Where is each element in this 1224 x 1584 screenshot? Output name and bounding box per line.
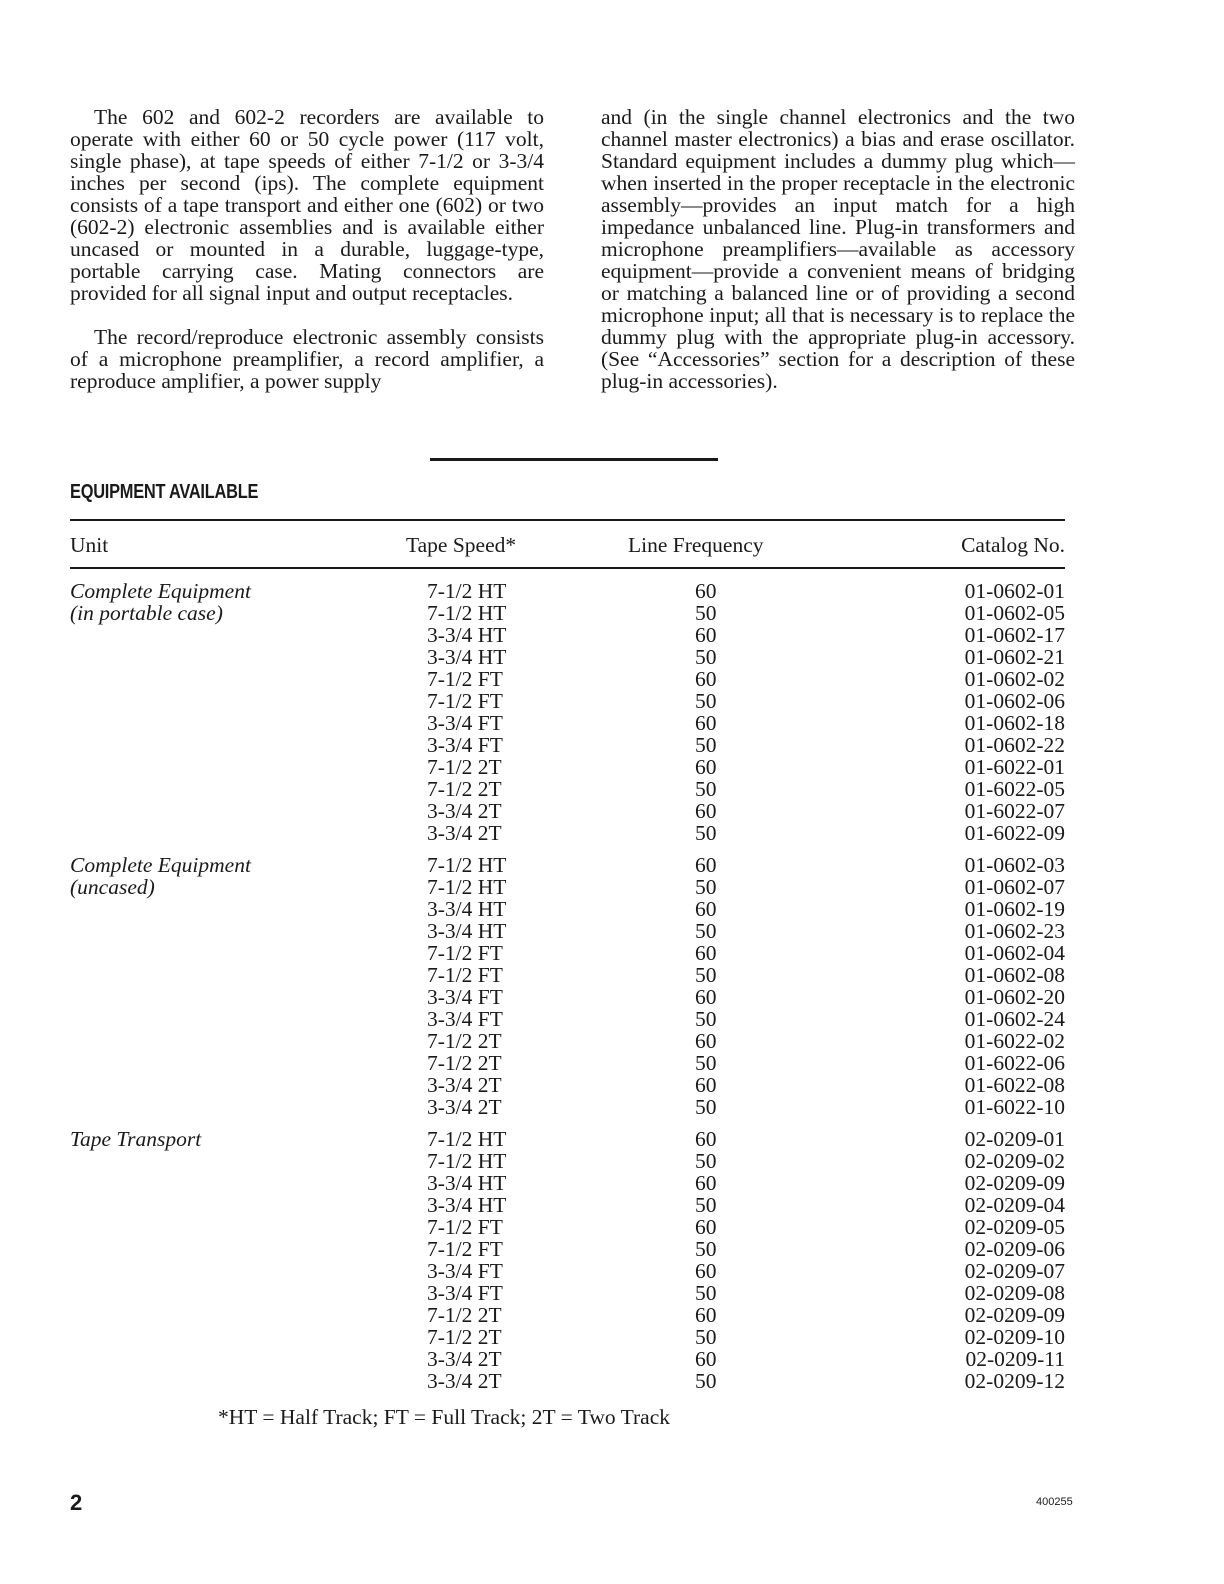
table-row <box>70 1326 1065 1348</box>
catalog-no-cell: 01-0602-23 <box>964 919 1065 943</box>
table-header-rule <box>70 567 1065 569</box>
intro-paragraph: The record/reproduce electronic assembly consists of a microphone preamplifier, a record amplifier, a reproduce amplifier, a power supply <box>70 325 544 393</box>
tape-speed-cell: 7-1/2 2T <box>427 1303 502 1327</box>
line-frequency-cell: 50 <box>695 689 717 713</box>
catalog-no-cell: 02-0209-12 <box>964 1369 1065 1393</box>
line-frequency-cell: 50 <box>695 601 717 625</box>
line-frequency-cell: 60 <box>695 985 717 1009</box>
tape-speed-cell: 3-3/4 FT <box>427 1007 503 1031</box>
table-row <box>70 778 1065 800</box>
header-catalog-no: Catalog No. <box>961 533 1065 557</box>
tape-speed-cell: 7-1/2 FT <box>427 941 503 965</box>
tape-speed-cell: 7-1/2 2T <box>427 1051 502 1075</box>
line-frequency-cell: 60 <box>695 1347 717 1371</box>
table-row <box>70 1008 1065 1030</box>
catalog-no-cell: 01-0602-05 <box>964 601 1065 625</box>
line-frequency-cell: 60 <box>695 1303 717 1327</box>
catalog-no-cell: 02-0209-11 <box>965 1347 1065 1371</box>
tape-speed-cell: 3-3/4 HT <box>427 623 507 647</box>
catalog-no-cell: 02-0209-05 <box>964 1215 1065 1239</box>
table-row <box>70 1282 1065 1304</box>
table-row <box>70 668 1065 690</box>
catalog-no-cell: 01-0602-02 <box>964 667 1065 691</box>
tape-speed-cell: 7-1/2 2T <box>427 1029 502 1053</box>
line-frequency-cell: 60 <box>695 1171 717 1195</box>
page-number: 2 <box>70 1490 83 1515</box>
tape-speed-cell: 7-1/2 HT <box>427 1127 507 1151</box>
catalog-no-cell: 01-0602-24 <box>964 1007 1065 1031</box>
table-row <box>70 1074 1065 1096</box>
table-row <box>70 1304 1065 1326</box>
tape-speed-cell: 3-3/4 2T <box>427 799 502 823</box>
table-row <box>70 876 1065 898</box>
unit-label-line: Tape Transport <box>70 1127 202 1151</box>
table-row <box>70 898 1065 920</box>
line-frequency-cell: 60 <box>695 755 717 779</box>
line-frequency-cell: 50 <box>695 919 717 943</box>
table-row <box>70 822 1065 844</box>
table-group-uncased <box>70 854 1065 1118</box>
line-frequency-cell: 60 <box>695 941 717 965</box>
catalog-no-cell: 01-0602-19 <box>964 897 1065 921</box>
table-row <box>70 734 1065 756</box>
line-frequency-cell: 50 <box>695 1051 717 1075</box>
unit-label-line: Complete Equipment <box>70 853 251 877</box>
catalog-no-cell: 01-0602-08 <box>964 963 1065 987</box>
intro-left-column <box>70 106 544 392</box>
tape-speed-cell: 7-1/2 FT <box>427 1237 503 1261</box>
catalog-no-cell: 01-6022-05 <box>964 777 1065 801</box>
catalog-no-cell: 01-0602-04 <box>964 941 1065 965</box>
line-frequency-cell: 60 <box>695 1215 717 1239</box>
unit-label-line: (uncased) <box>70 875 155 899</box>
catalog-no-cell: 02-0209-08 <box>964 1281 1065 1305</box>
line-frequency-cell: 50 <box>695 1281 717 1305</box>
line-frequency-cell: 60 <box>695 711 717 735</box>
table-row <box>70 580 1065 602</box>
catalog-no-cell: 01-0602-03 <box>964 853 1065 877</box>
tape-speed-cell: 3-3/4 FT <box>427 1259 503 1283</box>
tape-speed-cell: 7-1/2 FT <box>427 689 503 713</box>
table-header <box>70 533 1065 559</box>
catalog-no-cell: 01-6022-01 <box>964 755 1065 779</box>
section-title: EQUIPMENT AVAILABLE <box>70 481 259 503</box>
table-row <box>70 1052 1065 1074</box>
catalog-no-cell: 02-0209-06 <box>964 1237 1065 1261</box>
table-row <box>70 1096 1065 1118</box>
intro-right-column <box>601 106 1075 392</box>
catalog-no-cell: 01-0602-17 <box>964 623 1065 647</box>
intro-paragraph: and (in the single channel electronics and the two channel master electronics) a bias and erase oscillator. Standard equipment includes a dummy plug which—when inserted in the proper receptacle in the electronic assembly—provides an input match for a high impedance unbalanced line. Plug-in transformers and microphone preamplifiers—available as accessory equipment—provide a convenient means of bridging or matching a balanced line or of providing a second microphone input; all that is necessary is to replace the dummy plug with the appropriate plug-in accessory. (See “Accessories” section for a description of these plug-in accessories). <box>601 105 1075 393</box>
tape-speed-cell: 7-1/2 2T <box>427 755 502 779</box>
tape-speed-cell: 7-1/2 FT <box>427 1215 503 1239</box>
catalog-no-cell: 02-0209-01 <box>964 1127 1065 1151</box>
line-frequency-cell: 50 <box>695 963 717 987</box>
line-frequency-cell: 60 <box>695 1127 717 1151</box>
table-row <box>70 1030 1065 1052</box>
table-row <box>70 756 1065 778</box>
line-frequency-cell: 50 <box>695 733 717 757</box>
catalog-no-cell: 01-0602-21 <box>964 645 1065 669</box>
catalog-no-cell: 01-0602-18 <box>964 711 1065 735</box>
catalog-no-cell: 02-0209-07 <box>964 1259 1065 1283</box>
line-frequency-cell: 50 <box>695 1369 717 1393</box>
tape-speed-cell: 7-1/2 2T <box>427 777 502 801</box>
tape-speed-cell: 7-1/2 HT <box>427 875 507 899</box>
table-row <box>70 942 1065 964</box>
table-row <box>70 690 1065 712</box>
line-frequency-cell: 50 <box>695 1193 717 1217</box>
tape-speed-cell: 3-3/4 FT <box>427 985 503 1009</box>
table-group-tape-transport <box>70 1128 1065 1392</box>
section-divider <box>430 458 718 461</box>
tape-speed-cell: 3-3/4 2T <box>427 1369 502 1393</box>
table-row <box>70 1172 1065 1194</box>
catalog-no-cell: 02-0209-09 <box>964 1303 1065 1327</box>
table-group-portable <box>70 580 1065 844</box>
intro-paragraph: The 602 and 602-2 recorders are available to operate with either 60 or 50 cycle power (117 volt, single phase), at tape speeds of either 7-1/2 or 3-3/4 inches per second (ips). The complete equipment consists of a tape transport and either one (602) or two (602-2) electronic assemblies and is available either uncased or mounted in a durable, luggage-type, portable carrying case. Mating connectors are provided for all signal input and output receptacles. <box>70 105 544 305</box>
line-frequency-cell: 60 <box>695 1259 717 1283</box>
tape-speed-cell: 3-3/4 HT <box>427 919 507 943</box>
line-frequency-cell: 60 <box>695 1073 717 1097</box>
line-frequency-cell: 60 <box>695 1029 717 1053</box>
line-frequency-cell: 50 <box>695 1325 717 1349</box>
table-row <box>70 624 1065 646</box>
line-frequency-cell: 60 <box>695 667 717 691</box>
catalog-no-cell: 02-0209-10 <box>964 1325 1065 1349</box>
catalog-no-cell: 02-0209-04 <box>964 1193 1065 1217</box>
catalog-no-cell: 01-6022-06 <box>964 1051 1065 1075</box>
tape-speed-cell: 7-1/2 HT <box>427 601 507 625</box>
tape-speed-cell: 3-3/4 2T <box>427 1073 502 1097</box>
table-row <box>70 964 1065 986</box>
tape-speed-cell: 3-3/4 HT <box>427 1171 507 1195</box>
catalog-no-cell: 01-0602-07 <box>964 875 1065 899</box>
catalog-no-cell: 01-6022-08 <box>964 1073 1065 1097</box>
line-frequency-cell: 60 <box>695 799 717 823</box>
table-row <box>70 712 1065 734</box>
unit-label-line: Complete Equipment <box>70 579 251 603</box>
table-row <box>70 1150 1065 1172</box>
line-frequency-cell: 50 <box>695 777 717 801</box>
table-row <box>70 1238 1065 1260</box>
table-row <box>70 1194 1065 1216</box>
tape-speed-cell: 7-1/2 2T <box>427 1325 502 1349</box>
tape-speed-cell: 3-3/4 HT <box>427 1193 507 1217</box>
table-row <box>70 800 1065 822</box>
catalog-no-cell: 01-0602-22 <box>964 733 1065 757</box>
table-row <box>70 1348 1065 1370</box>
table-row <box>70 1216 1065 1238</box>
table-row <box>70 920 1065 942</box>
table-footnote: *HT = Half Track; FT = Full Track; 2T = Two Track <box>218 1405 670 1429</box>
line-frequency-cell: 60 <box>695 623 717 647</box>
line-frequency-cell: 50 <box>695 1149 717 1173</box>
line-frequency-cell: 50 <box>695 821 717 845</box>
table-row <box>70 854 1065 876</box>
table-row <box>70 602 1065 624</box>
tape-speed-cell: 7-1/2 HT <box>427 853 507 877</box>
catalog-no-cell: 01-0602-20 <box>964 985 1065 1009</box>
line-frequency-cell: 50 <box>695 645 717 669</box>
tape-speed-cell: 3-3/4 2T <box>427 1095 502 1119</box>
tape-speed-cell: 3-3/4 FT <box>427 733 503 757</box>
tape-speed-cell: 7-1/2 FT <box>427 963 503 987</box>
header-tape-speed: Tape Speed* <box>406 533 517 557</box>
line-frequency-cell: 60 <box>695 897 717 921</box>
tape-speed-cell: 3-3/4 2T <box>427 1347 502 1371</box>
tape-speed-cell: 3-3/4 HT <box>427 897 507 921</box>
tape-speed-cell: 7-1/2 FT <box>427 667 503 691</box>
catalog-no-cell: 02-0209-09 <box>964 1171 1065 1195</box>
catalog-no-cell: 01-6022-09 <box>964 821 1065 845</box>
document-code: 400255 <box>1036 1496 1073 1508</box>
line-frequency-cell: 50 <box>695 1007 717 1031</box>
tape-speed-cell: 7-1/2 HT <box>427 579 507 603</box>
line-frequency-cell: 60 <box>695 579 717 603</box>
catalog-no-cell: 02-0209-02 <box>964 1149 1065 1173</box>
tape-speed-cell: 7-1/2 HT <box>427 1149 507 1173</box>
line-frequency-cell: 50 <box>695 1095 717 1119</box>
header-unit: Unit <box>70 533 109 557</box>
tape-speed-cell: 3-3/4 HT <box>427 645 507 669</box>
table-row <box>70 986 1065 1008</box>
catalog-no-cell: 01-6022-07 <box>964 799 1065 823</box>
table-row <box>70 1260 1065 1282</box>
tape-speed-cell: 3-3/4 2T <box>427 821 502 845</box>
table-row <box>70 646 1065 668</box>
line-frequency-cell: 50 <box>695 1237 717 1261</box>
table-row <box>70 1370 1065 1392</box>
table-row <box>70 1128 1065 1150</box>
line-frequency-cell: 50 <box>695 875 717 899</box>
table-top-rule <box>70 519 1065 521</box>
header-line-frequency: Line Frequency <box>628 533 764 557</box>
tape-speed-cell: 3-3/4 FT <box>427 711 503 735</box>
catalog-no-cell: 01-0602-06 <box>964 689 1065 713</box>
catalog-no-cell: 01-6022-10 <box>964 1095 1065 1119</box>
unit-label-line: (in portable case) <box>70 601 223 625</box>
line-frequency-cell: 60 <box>695 853 717 877</box>
catalog-no-cell: 01-6022-02 <box>964 1029 1065 1053</box>
catalog-no-cell: 01-0602-01 <box>964 579 1065 603</box>
tape-speed-cell: 3-3/4 FT <box>427 1281 503 1305</box>
